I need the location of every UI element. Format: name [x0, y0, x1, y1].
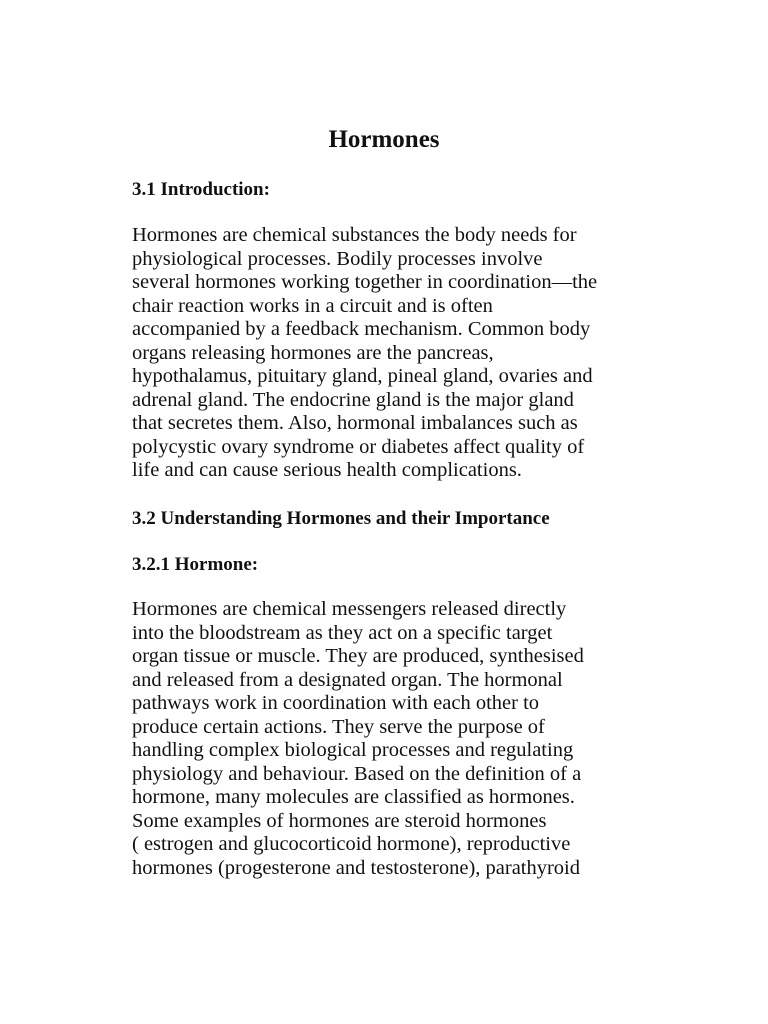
hormone-paragraph: [132, 598, 652, 880]
paragraph-line: hypothalamus, pituitary gland, pineal gland, ovaries and: [132, 365, 593, 387]
paragraph-line: into the bloodstream as they act on a specific target: [132, 621, 553, 644]
paragraph-line: polycystic ovary syndrome or diabetes affect quality of: [132, 435, 585, 458]
paragraph-line: that secretes them. Also, hormonal imbalances such as: [132, 412, 578, 434]
paragraph-line: Some examples of hormones are steroid hormones: [132, 809, 547, 832]
page-title: Hormones: [328, 126, 440, 153]
paragraph-line: organs releasing hormones are the pancreas,: [132, 341, 494, 364]
paragraph-line: handling complex biological processes and regulating: [132, 739, 574, 761]
paragraph-line: physiological processes. Bodily processes involve: [132, 247, 543, 270]
paragraph-line: ( estrogen and glucocorticoid hormone), reproductive: [132, 833, 571, 855]
paragraph-line: and released from a designated organ. The hormonal: [132, 668, 563, 691]
paragraph-line: produce certain actions. They serve the purpose of: [132, 715, 545, 738]
paragraph-line: adrenal gland. The endocrine gland is the major gland: [132, 388, 574, 411]
section-heading-introduction: 3.1 Introduction:: [132, 179, 270, 200]
paragraph-line: accompanied by a feedback mechanism. Common body: [132, 318, 591, 340]
paragraph-line: life and can cause serious health complications.: [132, 459, 522, 481]
subsection-heading-hormone: 3.2.1 Hormone:: [132, 554, 259, 575]
section-heading-understanding-hormones: 3.2 Understanding Hormones and their Importance: [132, 508, 550, 529]
paragraph-line: pathways work in coordination with each other to: [132, 692, 540, 714]
paragraph-line: chair reaction works in a circuit and is often: [132, 294, 493, 317]
paragraph-line: Hormones are chemical messengers released directly: [132, 598, 567, 620]
paragraph-line: Hormones are chemical substances the body needs for: [132, 224, 577, 246]
paragraph-line: hormone, many molecules are classified as hormones.: [132, 786, 575, 808]
introduction-paragraph: [132, 224, 652, 483]
paragraph-line: hormones (progesterone and testosterone), parathyroid: [132, 856, 581, 879]
paragraph-line: physiology and behaviour. Based on the definition of a: [132, 762, 582, 785]
paragraph-line: organ tissue or muscle. They are produced, synthesised: [132, 645, 584, 667]
paragraph-line: several hormones working together in coordination—the: [132, 271, 598, 293]
